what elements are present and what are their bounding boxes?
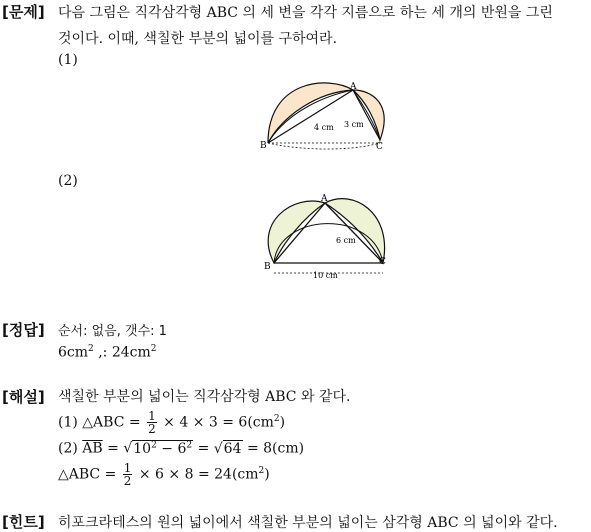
eq1-den: 2 (148, 422, 156, 437)
fig2-label-c: C (379, 257, 386, 267)
figure-1 (258, 80, 398, 150)
explanation-eq2 (58, 440, 304, 457)
fig1-label-c: C (376, 142, 383, 150)
answer-sup-1: 2 (88, 344, 94, 354)
fig2-label-a: A (321, 194, 328, 204)
eq1-fraction (147, 410, 157, 435)
eq1-sup: 2 (273, 414, 280, 424)
explanation-line1: 색칠한 부분의 넓이는 직각삼각형 ABC 와 같다. (58, 389, 351, 405)
eq2-root-1: $√10^2 - 6^2$ (123, 440, 193, 457)
eq3-lhs: △ABC = (58, 466, 117, 483)
answer-line1: 순서: 없음, 갯수: 1 (58, 324, 167, 339)
fig1-label-b: B (260, 141, 267, 150)
answer-sup-2: 2 (150, 344, 157, 354)
fig1-arc-bc (268, 143, 380, 149)
eq2-sup-a: 2 (151, 440, 157, 450)
eq2-rad-64: 64 (223, 440, 242, 457)
eq3-num: 1 (123, 461, 132, 476)
figure-2 (258, 193, 398, 278)
explanation-eq3 (58, 456, 270, 490)
fig1-fill-ab (268, 83, 353, 143)
eq2-segment-ab: $\overline{AB}$ (82, 440, 103, 457)
eq2-equals: = (107, 440, 119, 457)
eq2-rad-a: 10 (133, 440, 152, 457)
eq3-fraction (123, 462, 133, 487)
problem-text-line2: 것이다. 이때, 색칠한 부분의 넓이를 구하여라. (58, 31, 338, 47)
fig2-fill-ac (325, 199, 385, 263)
eq2-equals-2: = (197, 440, 210, 457)
eq3-sup: 2 (258, 466, 265, 476)
explanation-tag: [해설] (2, 388, 45, 406)
eq3-den: 2 (123, 474, 132, 489)
eq1-end: ) (279, 414, 286, 431)
fig1-label-ac: 3 cm (344, 120, 364, 129)
problem-text-line1: 다음 그림은 직각삼각형 ABC 의 세 변을 각각 지름으로 하는 세 개의 반원을 그린 (58, 5, 553, 21)
fig2-label-bc: 10 cm (313, 271, 338, 278)
answer-tag: [정답] (2, 321, 45, 339)
eq2-label: (2) (58, 440, 78, 457)
eq2-rad-b: − 6 (156, 440, 187, 457)
hint-tag: [힌트] (2, 513, 45, 531)
answer-value-2: ,: 24cm (98, 344, 151, 361)
eq1-lhs: (1) △ABC = (58, 414, 141, 431)
fig2-label-ac: 6 cm (336, 236, 356, 245)
subproblem-1-label: (1) (58, 52, 78, 68)
hint-text: 히포크라테스의 원의 넓이에서 색칠한 부분의 넓이는 삼각형 ABC 의 넓이와 같다. (58, 515, 558, 531)
eq2-rhs: = 8(cm) (246, 440, 305, 457)
fig2-label-b: B (264, 262, 271, 272)
problem-tag: [문제] (2, 3, 45, 21)
fig2-fill-ab (268, 201, 325, 263)
answer-line2 (58, 344, 157, 361)
eq1-num: 1 (148, 409, 156, 424)
eq3-rhs: × 6 × 8 = 24(cm (138, 466, 259, 483)
eq3-end: ) (264, 466, 270, 483)
eq1-rhs: × 4 × 3 = 6(cm (163, 414, 274, 431)
fig1-label-ab: 4 cm (314, 123, 334, 132)
subproblem-2-label: (2) (58, 173, 78, 189)
fig1-label-a: A (350, 82, 357, 92)
answer-value-1: 6cm (58, 344, 89, 361)
eq2-sup-b: 2 (186, 440, 193, 450)
explanation-eq1 (58, 404, 285, 438)
eq2-root-2: √64 (213, 440, 242, 457)
